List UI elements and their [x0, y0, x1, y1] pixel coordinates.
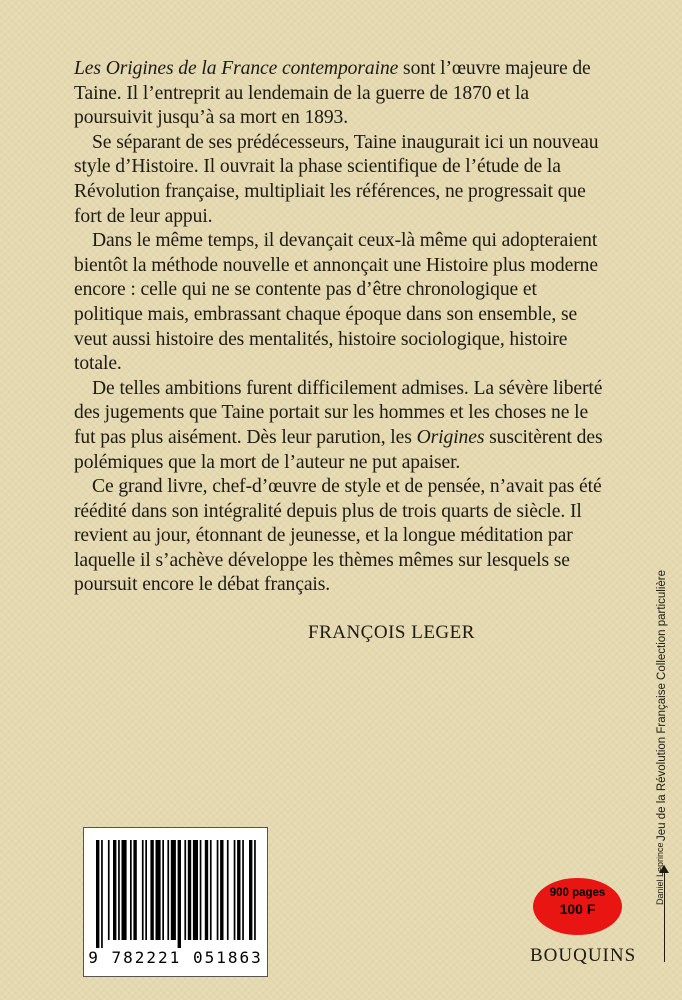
barcode-bar — [237, 840, 240, 940]
barcode-bar — [193, 840, 198, 940]
barcode-bar — [188, 840, 191, 940]
author-signature: FRANÇOIS LEGER — [308, 622, 475, 643]
paragraph-4 — [74, 377, 604, 475]
collection-label: Jeu de la Révolution Française Collection particulière — [656, 570, 668, 842]
barcode-bar — [96, 840, 99, 948]
paragraph-3: Dans le même temps, il devançait ceux-là même qui adopteraient bientôt la méthode nouvelle et annonçait une Histoire plus moderne encore : celle qui ne se contente pas d’être chronologique et politique mais, embrassant chaque époque dans son ensemble, se veut aussi histoire des mentalités, histoire sociologique, histoire totale. — [74, 230, 598, 375]
paragraph-2: Se séparant de ses prédécesseurs, Taine inaugurait ici un nouveau style d’Histoire. Il ouvrait la phase scientifique de l’étude de la Révolution française, multipliait les références, ne progressait que fort de leur appui. — [74, 131, 599, 227]
spine-publisher-label: Daniel Leprince — [655, 842, 665, 905]
barcode-bar — [242, 840, 244, 940]
barcode-bar — [171, 840, 176, 940]
barcode — [83, 827, 268, 977]
barcode-bar — [217, 840, 219, 940]
barcode-bar — [178, 840, 181, 948]
barcode-digits: 9 782221 051863 — [88, 948, 263, 967]
barcode-bar — [156, 840, 161, 940]
barcode-bar — [113, 840, 116, 940]
barcode-bar — [122, 840, 127, 940]
paragraph-4-text-a: De telles ambitions furent difficilement admises. La sévère liberté des jugements que Taine portait sur les hommes et les choses ne le fut pas plus aisément. Dès leur parution, les — [74, 377, 603, 448]
barcode-bars — [84, 828, 267, 948]
barcode-bar — [249, 840, 252, 940]
barcode-bar — [200, 840, 202, 940]
barcode-bar — [184, 840, 186, 940]
barcode-bar — [108, 840, 110, 940]
barcode-bar — [234, 840, 236, 940]
blurb-text — [74, 57, 604, 598]
price: 100 F — [559, 901, 596, 917]
barcode-bar — [133, 840, 136, 940]
price-badge — [533, 878, 622, 935]
barcode-bar — [145, 840, 147, 940]
barcode-bar — [130, 840, 132, 940]
barcode-bar — [162, 840, 164, 940]
barcode-bar — [101, 840, 103, 948]
origines-italic: Origines — [416, 426, 485, 448]
publisher-logo: BOUQUINS — [530, 945, 637, 966]
barcode-bar — [118, 840, 120, 940]
paragraph-4-text-b: suscitèrent des polémiques que la mort de l’auteur ne put apaiser. — [74, 426, 603, 473]
paragraph-5: Ce grand livre, chef-d’œuvre de style et de pensée, n’avait pas été réédité dans son intégralité depuis plus de trois quarts de siècle. Il revient au jour, étonnant de jeunesse, et la longue méditation par laquelle il s’achève développe les thèmes mêmes sur lesquels se poursuit encore le débat français. — [74, 476, 602, 596]
barcode-bar — [150, 840, 153, 940]
barcode-bar — [142, 840, 144, 940]
barcode-bar — [220, 840, 223, 940]
barcode-bar — [210, 840, 212, 940]
barcode-bar — [254, 840, 256, 940]
paragraph-1 — [74, 57, 604, 131]
barcode-bar — [227, 840, 229, 940]
barcode-bar — [167, 840, 169, 940]
paragraph-1-text: sont l’œuvre majeure de Taine. Il l’entreprit au lendemain de la guerre de 1870 et la poursuivit jusqu’à sa mort en 1893. — [74, 58, 591, 129]
page-count: 900 pages — [549, 887, 606, 899]
book-title-italic: Les Origines de la France contemporaine — [74, 58, 399, 79]
barcode-bar — [205, 840, 208, 940]
